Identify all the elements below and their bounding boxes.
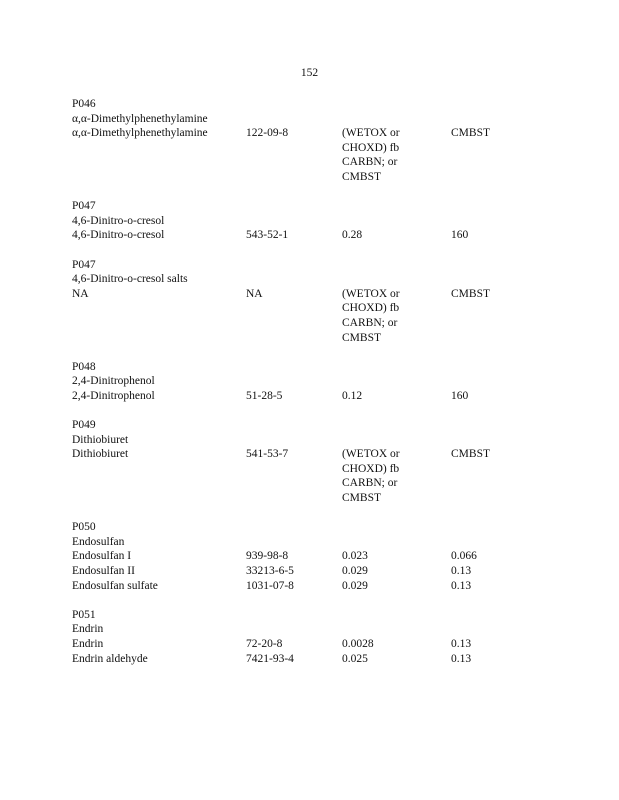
waste-code: P047: [72, 200, 96, 213]
nonwastewater-standard: 160: [451, 389, 469, 402]
waste-code-entry: [72, 199, 552, 243]
nonwastewater-standard: 0.13: [451, 565, 472, 578]
regulated-constituent: Endrin: [72, 638, 104, 651]
waste-code-entry: [72, 608, 552, 666]
cas-number: NA: [246, 287, 263, 300]
cas-number: 122-09-8: [246, 127, 289, 140]
constituent-row: [72, 228, 552, 243]
wastewater-standard: 0.025: [342, 652, 368, 665]
nonwastewater-standard: CMBST: [451, 287, 490, 300]
regulated-constituent: Dithiobiuret: [72, 448, 129, 461]
regulated-constituent: Endosulfan I: [72, 550, 132, 563]
nonwastewater-standard: 0.13: [451, 579, 472, 592]
constituent-row: [72, 389, 552, 404]
cas-number: 7421-93-4: [246, 652, 294, 665]
wastewater-standard: 0.029: [342, 565, 368, 578]
regulated-constituent: Endrin aldehyde: [72, 652, 148, 665]
waste-description: Endosulfan: [72, 535, 125, 548]
nonwastewater-standard: 0.13: [451, 638, 472, 651]
wastewater-standard: 0.28: [342, 229, 363, 242]
waste-code-entry: [72, 520, 552, 593]
wastewater-standard: (WETOX or CHOXD) fb CARBN; or CMBST: [342, 448, 400, 505]
waste-code: P050: [72, 521, 96, 534]
cas-number: 541-53-7: [246, 448, 289, 461]
waste-code-entry: [72, 258, 552, 346]
constituent-row: [72, 579, 552, 594]
waste-code: P051: [72, 608, 96, 621]
waste-code-entry: [72, 360, 552, 404]
waste-description: α,α-Dimethylphenethylamine: [72, 112, 208, 125]
waste-description: 4,6-Dinitro-o-cresol: [72, 214, 165, 227]
nonwastewater-standard: CMBST: [451, 448, 490, 461]
constituent-row: [72, 637, 552, 652]
cas-number: 72-20-8: [246, 638, 283, 651]
waste-code: P049: [72, 419, 96, 432]
nonwastewater-standard: 0.13: [451, 652, 472, 665]
waste-description: Endrin: [72, 623, 104, 636]
waste-description: Dithiobiuret: [72, 433, 129, 446]
wastewater-standard: 0.023: [342, 550, 368, 563]
cas-number: 33213-6-5: [246, 565, 294, 578]
wastewater-standard: 0.0028: [342, 638, 374, 651]
constituent-row: [72, 287, 552, 345]
waste-code: P048: [72, 360, 96, 373]
regulated-constituent: NA: [72, 287, 89, 300]
waste-description: 2,4-Dinitrophenol: [72, 375, 155, 388]
cas-number: 51-28-5: [246, 389, 283, 402]
waste-code-listing: [72, 97, 552, 666]
wastewater-standard: 0.12: [342, 389, 363, 402]
waste-description: 4,6-Dinitro-o-cresol salts: [72, 273, 188, 286]
waste-code-entry: [72, 97, 552, 185]
regulated-constituent: 4,6-Dinitro-o-cresol: [72, 229, 165, 242]
cas-number: 1031-07-8: [246, 579, 294, 592]
regulated-constituent: α,α-Dimethylphenethylamine: [72, 127, 208, 140]
wastewater-standard: (WETOX or CHOXD) fb CARBN; or CMBST: [342, 287, 400, 344]
constituent-row: [72, 564, 552, 579]
wastewater-standard: (WETOX or CHOXD) fb CARBN; or CMBST: [342, 127, 400, 183]
waste-code: P046: [72, 98, 96, 110]
constituent-row: [72, 549, 552, 564]
cas-number: 939-98-8: [246, 550, 289, 563]
constituent-row: [72, 126, 552, 184]
constituent-row: [72, 447, 552, 505]
waste-code-entry: [72, 418, 552, 506]
regulated-constituent: Endosulfan II: [72, 565, 135, 578]
regulated-constituent: Endosulfan sulfate: [72, 579, 158, 592]
nonwastewater-standard: 160: [451, 229, 469, 242]
nonwastewater-standard: 0.066: [451, 550, 477, 563]
nonwastewater-standard: CMBST: [451, 127, 490, 140]
regulated-constituent: 2,4-Dinitrophenol: [72, 389, 155, 402]
page-number: 152: [300, 67, 319, 79]
constituent-row: [72, 652, 552, 667]
cas-number: 543-52-1: [246, 229, 289, 242]
wastewater-standard: 0.029: [342, 579, 368, 592]
waste-code: P047: [72, 258, 96, 271]
